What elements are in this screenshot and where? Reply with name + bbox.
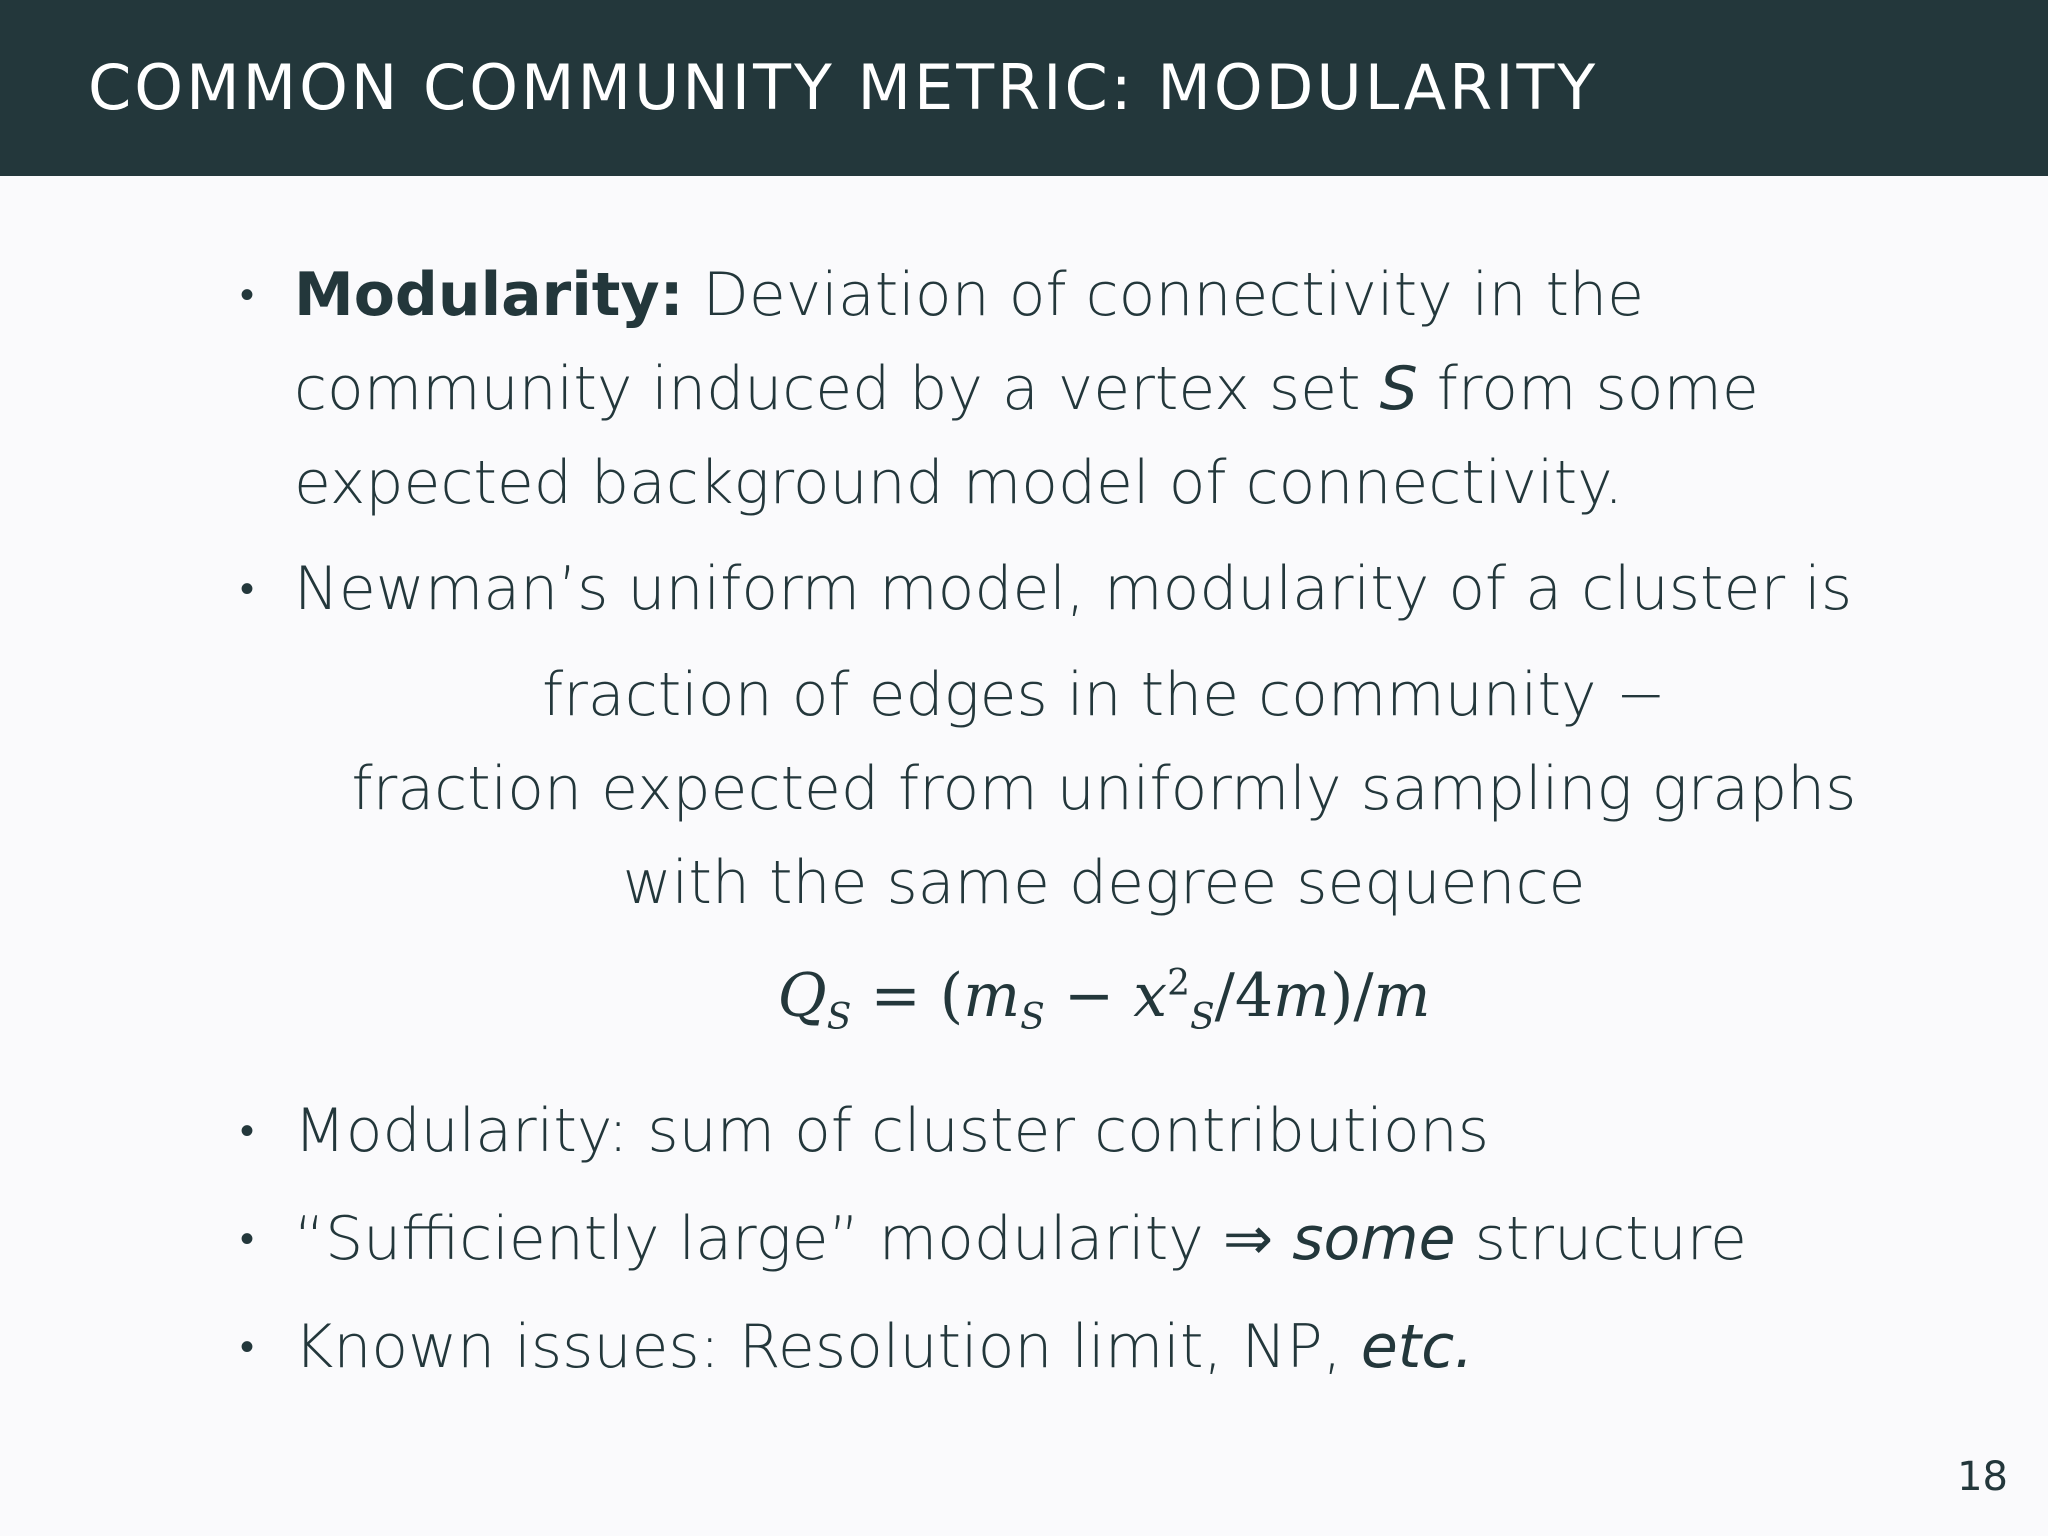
bullet-dot-icon: • [240,1324,255,1370]
modularity-formula: $Q_S = (m_S - x^2_S/4m)/m$ [777,961,1431,1038]
bullet-item-newman-model [240,542,1940,636]
display-definition [294,648,1914,930]
slide-title-bar [0,0,2048,176]
bullet-item-sum-of-clusters [240,1084,1940,1178]
structure-text: structure [1455,1204,1747,1274]
display-line-2: fraction expected from uniformly sampling graphs [351,754,1857,824]
slide-content [240,248,1940,1394]
term-modularity: Modularity: [294,260,684,330]
bullet-dot-icon: • [240,566,255,612]
sum-text: Modularity: sum of cluster contributions [294,1096,1490,1166]
newman-text: Newman’s uniform model, modularity of a cluster is [294,554,1853,624]
slide-title: COMMON COMMUNITY METRIC: MODULARITY [88,51,1599,124]
issues-text: Known issues: Resolution limit, NP, [294,1312,1361,1382]
bullet-dot-icon: • [240,1216,255,1262]
some-emphasis: some [1292,1204,1456,1274]
large-text: “Sufficiently large” modularity ⇒ [294,1204,1293,1274]
definition-text-end: from some expected background model of connectivity. [294,354,1759,518]
vertex-set-variable: S [1379,354,1418,424]
bullet-item-sufficiently-large [240,1192,1940,1286]
bullet-dot-icon: • [240,272,255,318]
display-line-3: with the same degree sequence [622,848,1586,918]
page-number: 18 [1957,1454,2008,1500]
etc-emphasis: etc. [1360,1312,1474,1382]
display-line-1: fraction of edges in the community − [542,660,1666,730]
bullet-dot-icon: • [240,1108,255,1154]
bullet-item-known-issues [240,1300,1940,1394]
bullet-item-modularity-definition [240,248,1940,530]
definition-text: Deviation of connectivity in the community induced by a vertex set [294,260,1645,424]
